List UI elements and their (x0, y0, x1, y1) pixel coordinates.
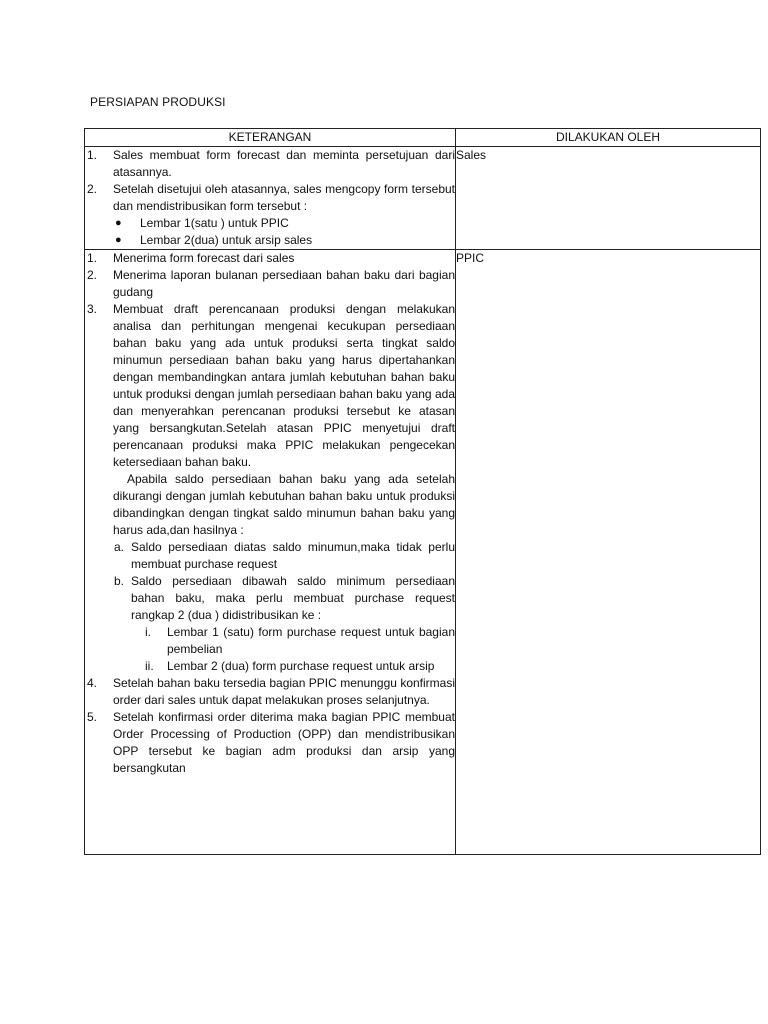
item-number: 1. (87, 251, 98, 265)
roman-item (85, 658, 455, 675)
item-text: Setelah bahan baku tersedia bagian PPIC menunggu konfirmasi order dari sales untuk dapat melakukan proses selanjutnya. (113, 676, 455, 707)
header-dilakukan-oleh: DILAKUKAN OLEH (456, 129, 761, 147)
item-number: 1. (87, 148, 98, 162)
sub-item-label: b. (114, 574, 125, 588)
sub-item-text: Saldo persediaan dibawah saldo minimum persediaan bahan baku, maka perlu membuat purchase request rangkap 2 (dua ) didistribusikan ke : (131, 574, 455, 622)
sub-item (85, 573, 455, 624)
roman-item (85, 624, 455, 658)
item-number: 5. (87, 710, 98, 724)
list-item (85, 301, 455, 471)
actor-cell: Sales (456, 147, 761, 250)
table-row (85, 250, 761, 855)
sub-item (85, 539, 455, 573)
actor-cell: PPIC (456, 250, 761, 855)
list-item (85, 675, 455, 709)
list-item (85, 181, 455, 215)
document-title: PERSIAPAN PRODUKSI (90, 95, 226, 109)
sub-item-label: a. (114, 540, 125, 554)
list-item (85, 147, 455, 181)
bullet-text: Lembar 2(dua) untuk arsip sales (140, 233, 313, 247)
description-cell (85, 147, 456, 250)
bullet-icon: ● (115, 234, 122, 246)
condition-paragraph: Apabila saldo persediaan bahan baku yang ada setelah dikurangi dengan jumlah kebutuhan bahan baku untuk produksi dibandingkan dengan tingkat saldo minumun bahan baku yang harus ada,dan hasilnya : (113, 472, 455, 537)
table-row (85, 147, 761, 250)
item-text: Setelah konfirmasi order diterima maka bagian PPIC membuat Order Processing of Production (OPP) dan mendistribusikan OPP tersebut ke bagian adm produksi dan arsip yang bersangkutan (113, 710, 455, 775)
roman-item-text: Lembar 1 (satu) form purchase request untuk bagian pembelian (167, 625, 455, 656)
description-cell (85, 250, 456, 855)
roman-item-text: Lembar 2 (dua) form purchase request untuk arsip (167, 659, 435, 673)
item-text: Setelah disetujui oleh atasannya, sales mengcopy form tersebut dan mendistribusikan form tersebut : (113, 182, 455, 213)
sub-item-text: Saldo persediaan diatas saldo minumun,maka tidak perlu membuat purchase request (131, 540, 455, 571)
item-number: 2. (87, 268, 98, 282)
item-text: Sales membuat form forecast dan meminta persetujuan dari atasannya. (113, 148, 455, 179)
list-item (85, 250, 455, 267)
item-number: 2. (87, 182, 98, 196)
roman-item-label: ii. (145, 659, 154, 673)
list-item (85, 267, 455, 301)
bullet-item (85, 215, 455, 232)
bullet-text: Lembar 1(satu ) untuk PPIC (140, 216, 289, 230)
item-number: 3. (87, 302, 98, 316)
item-number: 4. (87, 676, 98, 690)
item-text: Menerima form forecast dari sales (113, 251, 295, 265)
procedure-table (84, 128, 761, 855)
roman-item-label: i. (145, 625, 151, 639)
list-item (85, 709, 455, 777)
bullet-item (85, 232, 455, 249)
table-header-row (85, 129, 761, 147)
item-text: Menerima laporan bulanan persediaan bahan baku dari bagian gudang (113, 268, 455, 299)
header-keterangan: KETERANGAN (85, 129, 456, 147)
item-text: Membuat draft perencanaan produksi dengan melakukan analisa dan perhitungan mengenai kecukupan persediaan bahan baku yang ada untuk produksi serta tingkat saldo minumun persediaan bahan baku yang harus dipertahankan dengan membandingkan antara jumlah kebutuhan bahan baku untuk produksi dengan jumlah persediaan bahan baku yang ada dan menyerahkan perencanan produksi tersebut ke atasan yang bersangkutan.Setelah atasan PPIC menyetujui draft perencanaan produksi maka PPIC melakukan pengecekan ketersediaan bahan baku. (113, 302, 455, 469)
bullet-icon: ● (115, 217, 122, 229)
